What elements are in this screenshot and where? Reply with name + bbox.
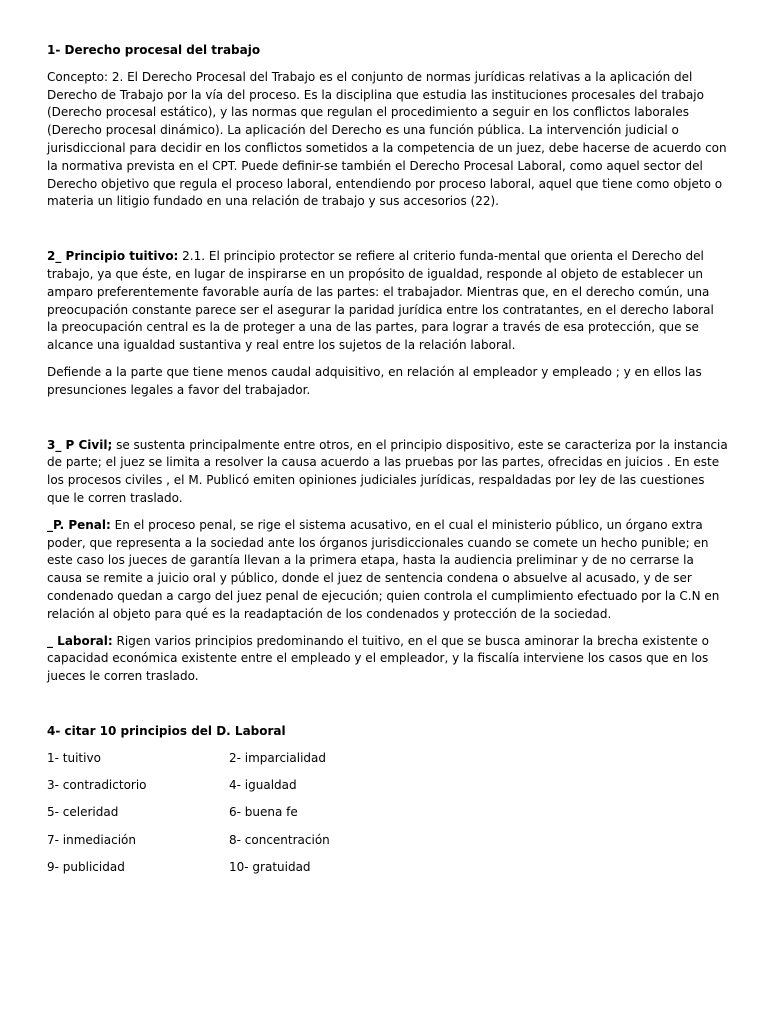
principle-item: 8- concentración: [229, 832, 330, 847]
section3-civil-paragraph: [47, 437, 728, 508]
principle-item: 7- inmediación: [47, 832, 136, 847]
section2-paragraph: [47, 248, 728, 355]
section2-body: 2.1. El principio protector se refiere al criterio funda-mental que orienta el Derecho del trabajo, ya que éste, en lugar de inspirarse en un propósito de igualdad, responde al objeto de establecer un amparo preferentemente favorable auría de las partes: el trabajador. Mientras que, en el derecho común, una preocupación constante parece ser el asegurar la paridad jurídica entre los contratantes, en el derecho laboral la preocupación central es la de proteger a una de las partes, para lograr a través de esa protección, que se alcance una igualdad sustantiva y real entre los sujetos de la relación laboral.: [47, 249, 714, 353]
section3-civil-body: se sustenta principalmente entre otros, en el principio dispositivo, este se caracteriza por la instancia de parte; el juez se limita a resolver la causa acuerdo a las pruebas por las partes, ofrecidas en juicios . En este los procesos civiles , el M. Publicó emiten opiniones judiciales jurídicas, respaldadas por ley de las cuestiones que le corren traslado.: [47, 437, 728, 505]
principle-item: 3- contradictorio: [47, 778, 147, 793]
section3-penal-body: En el proceso penal, se rige el sistema acusativo, en el cual el ministerio público, un órgano extra poder, que representa a la sociedad ante los órganos jurisdiccionales cuando se comete un hecho punible; en este caso los jueces de garantía llevan a la primera etapa, hasta la audiencia preliminar y de no cerrarse la causa se remite a juicio oral y público, donde el juez de sentencia condena o absuelve al acusado, y de ser condenado quedan a cargo del juez penal de ejecución; quien controla el cumplimiento efectuado por la C.N en relación al objeto para qué es la readaptación de los condenados y protección de la sociedad.: [47, 517, 720, 621]
principles-list: [47, 750, 728, 887]
principle-item: 4- igualdad: [229, 778, 297, 793]
section4-heading: 4- citar 10 principios del D. Laboral: [47, 723, 286, 738]
section3-laboral-label: _ Laboral:: [47, 633, 113, 648]
section3-laboral-paragraph: [47, 633, 728, 686]
list-item: [47, 777, 728, 804]
list-item: [47, 832, 728, 859]
principle-item: 6- buena fe: [229, 805, 298, 820]
principle-item: 10- gratuidad: [229, 860, 311, 875]
section1-heading: 1- Derecho procesal del trabajo: [47, 43, 261, 57]
principle-item: 2- imparcialidad: [229, 750, 326, 765]
list-item: [47, 859, 728, 886]
list-item: [47, 804, 728, 831]
principle-item: 9- publicidad: [47, 860, 125, 875]
principle-item: 5- celeridad: [47, 805, 119, 820]
section3-civil-label: 3_ P Civil;: [47, 437, 113, 452]
principle-item: 1- tuitivo: [47, 750, 101, 765]
section2-label: 2_ Principio tuitivo:: [47, 249, 179, 264]
section3-penal-label: _P. Penal:: [47, 517, 111, 532]
section3-laboral-body: Rigen varios principios predominando el tuitivo, en el que se busca aminorar la brecha existente o capacidad económica existente entre el empleado y el empleador, y la fiscalía interviene los casos que en los jueces le corren traslado.: [47, 633, 709, 684]
list-item: [47, 750, 728, 777]
section1-body: Concepto: 2. El Derecho Procesal del Trabajo es el conjunto de normas jurídicas relativas a la aplicación del Derecho de Trabajo por la vía del proceso. Es la disciplina que estudia las instituciones procesales del trabajo (Derecho procesal estático), y las normas que regulan el procedimiento a seguir en los conflictos laborales (Derecho procesal dinámico). La aplicación del Derecho es una función pública. La intervención judicial o jurisdiccional para decidir en los conflictos sometidos a la competencia de un juez, debe hacerse de acuerdo con la normativa prevista en el CPT. Puede definir-se también el Derecho Procesal Laboral, como aquel sector del Derecho objetivo que regula el proceso laboral, entendiendo por proceso laboral, aquel que tiene como objeto o materia un litigio fundado en una relación de trabajo y sus accesorios (22).: [47, 69, 727, 209]
section3-penal-paragraph: [47, 517, 728, 624]
section2-body2: Defiende a la parte que tiene menos caudal adquisitivo, en relación al empleador y empleado ; y en ellos las presunciones legales a favor del trabajador.: [47, 364, 702, 397]
